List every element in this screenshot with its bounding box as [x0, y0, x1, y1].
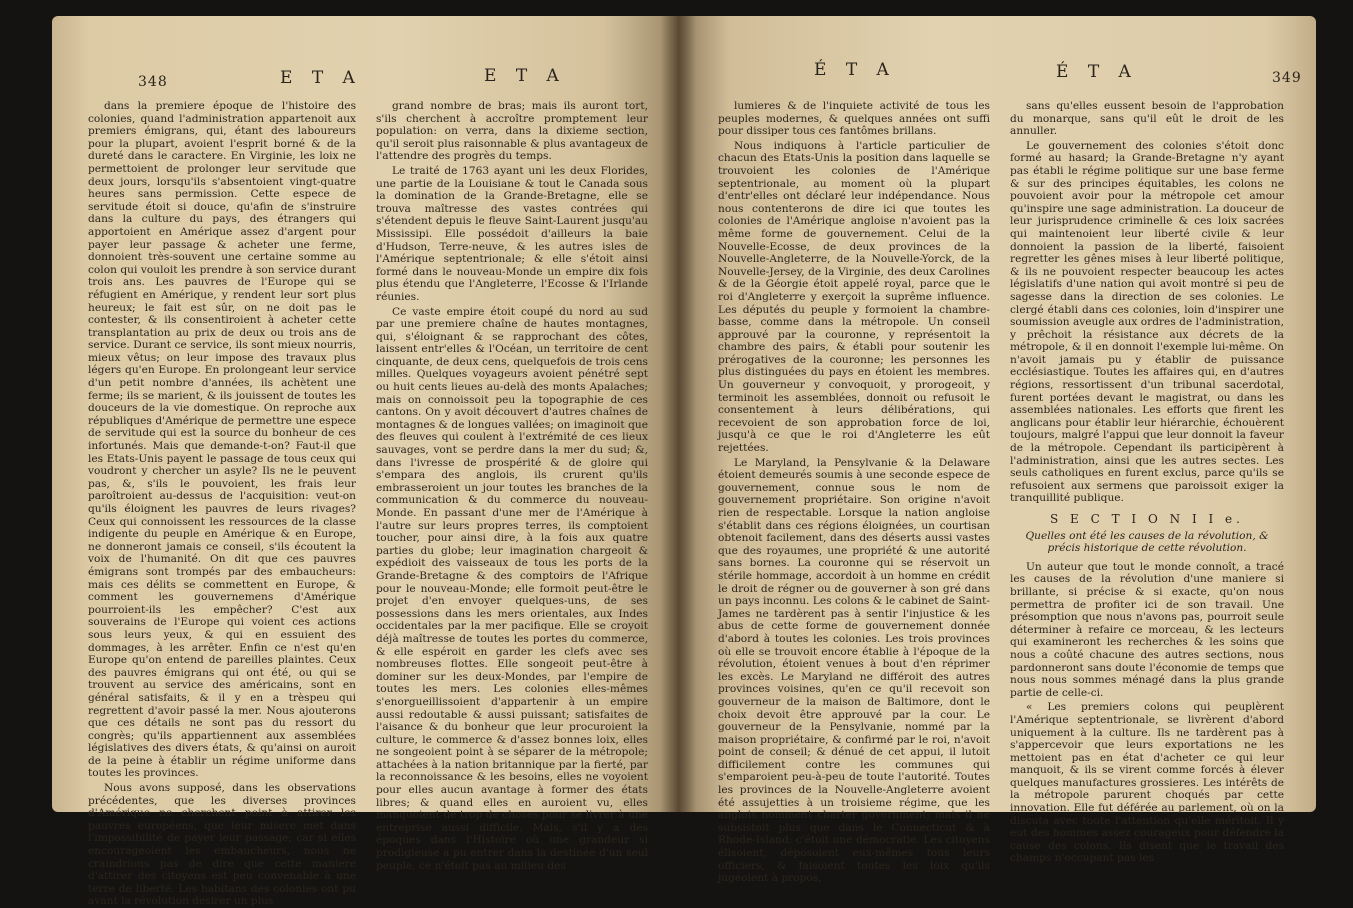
paragraph: lumieres & de l'inquiete activité de tous les peuples modernes, & quelques années ont suffi pour dissiper tous ces fantômes brillans. [718, 100, 990, 138]
paragraph: Le Maryland, la Pensylvanie & la Delaware étoient demeurés soumis à une seconde espece de gouvernement, connue sous le nom de gouvernement propriétaire. Son origine n'avoit rien de respectable. Lorsque la nation angloise s'établit dans ces régions éloignées, un courtisan obtenoit facilement, dans des déserts aussi vastes que des royaumes, une propriété & une autorité sans bornes. La couronne qui se réservoit un stérile hommage, accordoit à un homme en crédit le droit de régner ou de gouverner à son gré dans un pays inconnu. Les colons & le cabinet de Saint-James ne tardèrent pas à sentir l'injustice & les abus de cette forme de gouvernement donnée d'abord à toutes les colonies. Les trois provinces où elle se trouvoit encore établie à l'époque de la révolution, étoient venues à bout d'en réprimer les excès. Le Maryland ne différoit des autres provinces voisines, qu'en ce qu'il recevoit son gouverneur de la maison de Baltimore, dont le choix devoit être approuvé par la cour. Le gouverneur de la Pensylvanie, nommé par la maison propriétaire, & confirmé par le roi, n'avoit point de conseil; & dénué de cet appui, il lutoit difficilement contre les communes qui s'emparoient peu-à-peu de toute l'autorité. Toutes les provinces de la Nouvelle-Angleterre avoient été assujetties à un troisieme régime, que les anglois nomment charter government; mais il ne subsistoit plus que dans le Connecticut & à Rhode-Island: c'étoit une démocratie. Les citoyens élisoient, déposoient eux-mêmes tous leurs officiers, & faisoient toutes les loix qu'ils jugeoient à propos, [718, 456, 990, 885]
page-number-left: 348 [138, 74, 168, 90]
page-number-right: 349 [1272, 70, 1302, 86]
running-head: É T A [1056, 62, 1138, 82]
left-page [52, 16, 678, 908]
paragraph: Nous indiquons à l'article particulier de chacun des Etats-Unis la position dans laquelle se trouvoient les colonies de l'Amérique septentrionale, au moment où la plupart d'entr'elles ont déclaré leur indépendance. Nous nous contenterons de dire ici que toutes les colonies de l'Amérique angloise n'avoient pas la même forme de gouvernement. Celui de la Nouvelle-Ecosse, de deux provinces de la Nouvelle-Angleterre, de la Nouvelle-Yorck, de la Nouvelle-Jersey, de la Virginie, des deux Carolines & de la Géorgie étoit appelé royal, parce que le roi d'Angleterre y exerçoit la suprême influence. Les députés du peuple y formoient la chambre-basse, comme dans la métropole. Un conseil approuvé par la couronne, y représentoit la chambre des pairs, & établi pour soutenir les prérogatives de la couronne; les personnes les plus distinguées du pays en étoient les membres. Un gouverneur y convoquoit, y prorogeoit, y terminoit les assemblées, donnoit ou refusoit le consentement à leurs délibérations, qui recevoient de son approbation force de loi, jusqu'à ce que le roi d'Angleterre les eût rejettées. [718, 139, 990, 455]
paragraph: dans la premiere époque de l'histoire des colonies, quand l'administration appartenoit aux premiers émigrans, qui, étant des laboureurs pour la plupart, avoient l'esprit borné & de la dureté dans le caractere. En Virginie, les loix ne permettoient de prolonger leur servitude que deux jours, lorsqu'ils s'absentoient vingt-quatre heures sans permission. Cette espece de servitude étoit si douce, qu'afin de s'instruire dans la culture du pays, des étrangers qui apportoient en Amérique assez d'argent pour payer leur passage & acheter une ferme, donnoient très-souvent une certaine somme au colon qui vouloit les prendre à son service durant trois ans. Les pauvres de l'Europe qui se réfugient en Amérique, y rendent leur sort plus heureux; le fait est sûr, on ne doit pas le contester, & ils consentiroient à acheter cette transplantation au prix de deux ou trois ans de service. Durant ce service, ils sont mieux nourris, mieux vêtus; on leur impose des travaux plus légers qu'en Europe. En prolongeant leur service d'un petit nombre d'années, ils achètent une ferme; ils se marient, & ils jouissent de toutes les douceurs de la vie domestique. On reproche aux républiques d'Amérique de permettre une espece de servitude qui est la source du bonheur de ces infortunés. Mais que demande-t-on? Faut-il que les Etats-Unis payent le passage de tous ceux qui voudront y chercher un asyle? Ils ne le peuvent pas, &, s'ils le pouvoient, les frais leur paroîtroient au-dessus de l'acquisition: veut-on qu'ils éloignent les pauvres de leurs rivages? Ceux qui connoissent les ressources de la classe indigente du peuple en Amérique & en Europe, ne donneront jamais ce conseil, s'ils écoutent la voix de l'humanité. On dit que ces pauvres émigrans sont trompés par des embaucheurs: mais ces délits se commettent en Europe, & comment les gouvernemens d'Amérique pourroient-ils les empêcher? C'est aux souverains de l'Europe qui voient ces actions sous leurs yeux, & qui en essuient des dommages, à les arrêter. Enfin ce n'est qu'en Europe qu'on entend de pareilles plaintes. Ceux des pauvres émigrans qui ont été, ou qui se trouvent au service des américains, sont en général satisfaits, & il y en a trèspeu qui regrettent d'avoir passé la mer. Nous ajouterons que ces détails ne sont pas du ressort du congrès; qu'ils appartiennent aux assemblées législatives des divers états, & qu'ainsi on auroit de la peine à établir un régime uniforme dans toutes les provinces. [88, 100, 356, 780]
paragraph: grand nombre de bras; mais ils auront tort, s'ils cherchent à accroître promptement leur population: on verra, dans la dixieme section, qu'il seroit plus raisonnable & plus avantageux de l'attendre des progrès du temps. [376, 100, 648, 163]
paragraph: Un auteur que tout le monde connoît, a tracé les causes de la révolution d'une maniere si brillante, si précise & si exacte, qu'on nous permettra de profiter ici de son travail. Une présomption que nous n'avons pas, pourroit seule déterminer à refaire ce morceau, & les lecteurs qui examineront les recherches & les soins que nous a coûté chacune des autres sections, nous pardonneront sans doute l'économie de temps que nous nous sommes ménagé dans la plus grande partie de celle-ci. [1010, 560, 1284, 699]
running-head: E T A [280, 68, 362, 88]
section-subtitle: Quelles ont été les causes de la révolution, & précis historique de cette révolution. [1025, 529, 1269, 555]
text-column-left [88, 100, 356, 908]
running-head: E T A [484, 66, 566, 86]
right-page [678, 16, 1316, 885]
text-column-left [718, 100, 990, 885]
paragraph: sans qu'elles eussent besoin de l'approbation du monarque, sans qu'il eût le droit de les annuller. [1010, 100, 1284, 138]
paragraph: « Les premiers colons qui peuplèrent l'Amérique septentrionale, se livrèrent d'abord uniquement à la culture. Ils ne tardèrent pas à s'appercevoir que leurs exportations ne les mettoient pas en état d'acheter ce qui leur manquoit, & ils se virent comme forcés à élever quelques manufactures grossieres. Les intérêts de la métropole parurent choqués par cette innovation. Elle fut déférée au parlement, où on la discuta avec toute l'attention qu'elle méritoit. Il y eut des hommes assez courageux pour défendre la cause des colons. Ils disent que le travail des champs n'occupant pas les [1010, 701, 1284, 865]
running-head: É T A [814, 60, 896, 80]
paragraph: Ce vaste empire étoit coupé du nord au sud par une premiere chaîne de hautes montagnes, qui, s'éloignant & se rapprochant des côtes, laissent entr'elles & l'Océan, un territoire de cent cinquante, de deux cens, quelquefois de trois cens milles. Quelques voyageurs avoient pénétré sept ou huit cents lieues au-delà des monts Apalaches; mais on connoissoit peu la topographie de ces cantons. On y avoit découvert d'autres chaînes de montagnes & de longues vallées; on imaginoit que des fleuves qui coulent à l'extrémité de ces lieux sauvages, vont se perdre dans la mer du sud; &, dans l'ivresse de prospérité & de gloire qui s'empara des anglois, ils crurent qu'ils embrasseroient un jour toutes les branches de la communication & du commerce du nouveau-Monde. En passant d'une mer de l'Amérique à l'autre sur leurs propres terres, ils comptoient toucher, pour ainsi dire, à la fois aux quatre parties du globe; leur imagination chargeoit & expédioit des vaisseaux de tous les ports de la Grande-Bretagne & des comptoirs de l'Afrique pour le nouveau-Monde; elle formoit peut-être le projet d'en envoyer quelques-uns, de ses possessions dans les mers orientales, aux Indes occidentales par la mer pacifique. Elle se croyoit déjà maîtresse de toutes les portes du commerce, & elle espéroit en garder les clefs avec ses nombreuses flottes. Elle songeoit peut-être à dominer sur les deux-Mondes, par l'empire de toutes les mers. Les colonies elles-mêmes s'enorgueillissoient d'appartenir à un empire aussi redoutable & aussi puissant; satisfaites de l'aisance & du bonheur que leur procuroient la culture, le commerce & d'assez bonnes loix, elles ne songeoient point à se séparer de la métropole; attachées à la nation britannique par la fierté, par la reconnoissance & les besoins, elles ne voyoient pour elles aucun avantage à former des états libres; & quand elles en auroient vu, elles manquoient de trop de choses pour se livrer à une entreprise aussi difficile. Mais, s'il y a des époques dans l'Histoire où une grandeur si prodigieuse a pu entrer dans la destinée d'un seul peuple, ce n'étoit pas au milieu des [376, 305, 648, 872]
text-column-right [1010, 100, 1284, 865]
paragraph: Le gouvernement des colonies s'étoit donc formé au hasard; la Grande-Bretagne n'y ayant pas établi le régime politique sur une base ferme & sur des principes équitables, les colons ne pouvoient avoir pour la métropole cet amour qu'inspire une sage administration. La douceur de leur jurisprudence criminelle & ces loix sacrées qui maintenoient leur liberté civile & leur donnoient la passion de la liberté, faisoient regretter les gênes mises à leur liberté politique, & ils ne pouvoient respecter beaucoup les actes législatifs d'une nation qui avoit montré si peu de sagesse dans la direction de ses colonies. Le clergé établi dans ces colonies, loin d'inspirer une soumission aveugle aux ordres de l'administration, y prêchoit la résistance aux décrets de la métropole, & il en donnoit l'exemple lui-même. On n'avoit jamais pu y établir de puissance ecclésiastique. Toutes les affaires qui, en d'autres régions, ressortissent d'un tribunal sacerdotal, furent portées devant le magistrat, ou dans les assemblées nationales. Les efforts que firent les anglicans pour établir leur hiérarchie, échouèrent toujours, malgré l'appui que leur donnoit la faveur de la métropole. Cependant ils participèrent à l'administration, ainsi que les autres sectes. Les seuls catholiques en furent exclus, parce qu'ils se refusoient aux sermens que paroissoit exiger la tranquillité publique. [1010, 139, 1284, 505]
section-title: S E C T I O N I I e. [1050, 512, 1244, 526]
book-gutter [660, 16, 696, 812]
text-column-right [376, 100, 648, 872]
paragraph: Le traité de 1763 ayant uni les deux Florides, une partie de la Louisiane & tout le Canada sous la domination de la Grande-Bretagne, elle se trouva maîtresse des vastes contrées qui s'étendent depuis le fleuve Saint-Laurent jusqu'au Mississipi. Elle possédoit d'ailleurs la baie d'Hudson, Terre-neuve, & les autres isles de l'Amérique septentrionale; & elle s'étoit ainsi formé dans le nouveau-Monde un empire dix fois plus étendu que l'Angleterre, l'Ecosse & l'Irlande réunies. [376, 164, 648, 303]
paragraph: Nous avons supposé, dans les observations précédentes, que les diverses provinces d'Amérique ne cherchent point à attirer les pauvres européens, que leur misere met dans l'impossibilité de payer leur passage; car si elles encourageoient les embaucheurs, nous ne craindrions pas de dire que cette maniere d'attirer des citoyens est peu convenable à une terre de liberté. Les habitans des colonies ont pu avant la révolution desirer un plus [88, 782, 356, 908]
